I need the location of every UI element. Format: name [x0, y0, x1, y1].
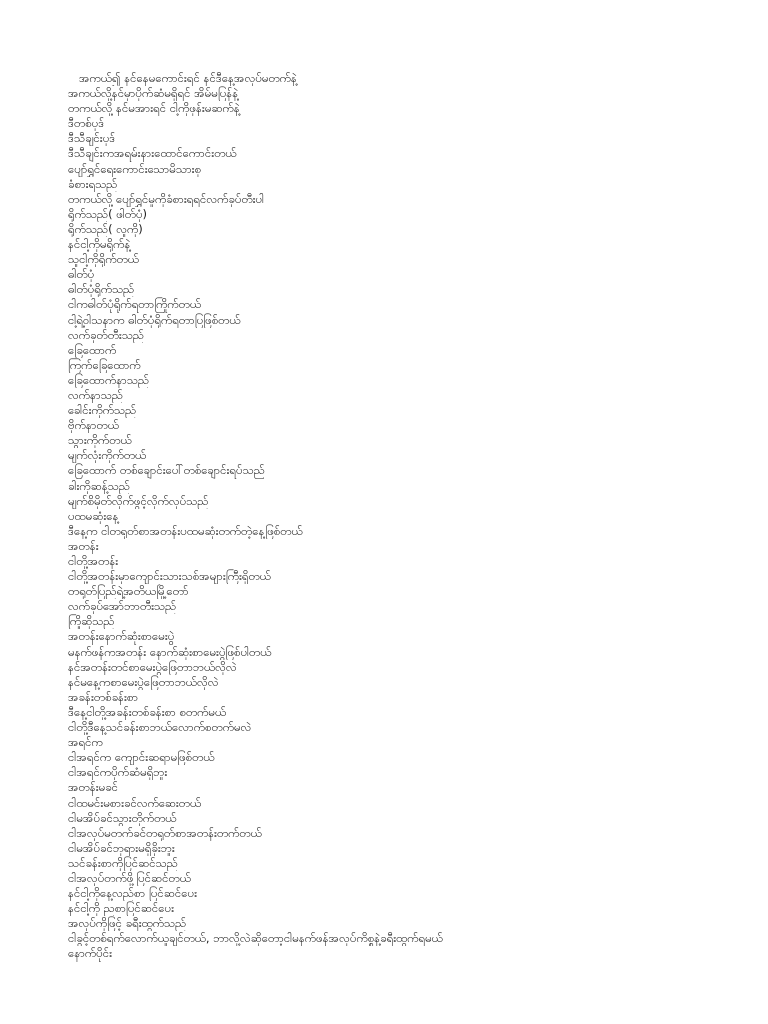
text-line: ဓါတ်ပုံ: [68, 267, 95, 282]
text-line: ဒီသီချင်းကအရမ်းနားထောင်ကောင်းတယ်: [68, 146, 237, 161]
text-line: ခြေထောက်: [68, 342, 117, 357]
text-line: ပျော်ရွှင်ရေးကောင်းသောမိသားစု: [68, 161, 202, 176]
text-line: အလုပ်ကိုဖြင့် ခရီးထွက်သည်: [68, 916, 187, 931]
text-line: ဒီသီချင်းပုဒ်: [68, 131, 116, 146]
text-line: တကယ်လို့ နင်မအားရင် ငါ့ကိုဖုန်းမဆက်နဲ့: [68, 101, 240, 116]
text-line: ငါခွင့်တစ်ရက်လောက်ယူချင်တယ်, ဘာလို့လဲဆိုတော့ငါမနက်ဖန်အလုပ်ကိစ္စနဲ့ခရီးထွက်ရမယ်: [68, 931, 443, 946]
text-line: လက်ခုတ်တီးသည်: [68, 327, 145, 342]
text-line: နင်အတန်းတင်စာမေးပွဲဖြေတာဘယ်လိုလဲ: [68, 659, 237, 674]
text-line: မျက်လုံးကိုက်တယ်: [68, 448, 147, 463]
text-line: ဒီနေ့ငါတို့အခန်းတစ်ခန်းစာ စတက်မယ်: [68, 704, 227, 719]
text-line: ကြိုဆိုသည်: [68, 614, 115, 629]
text-line: ဒီတစ်ပုဒ်: [68, 116, 105, 131]
text-line: ခံစားရသည်: [68, 176, 118, 191]
text-line: အကယ်၍ နင်နေမကောင်းရင် နင်ဒီနေ့အလုပ်မတက်နဲ့: [79, 71, 297, 85]
text-line: ငါတို့ဒီနေ့သင်ခန်းစာဘယ်လောက်စတက်မလဲ: [68, 720, 252, 735]
text-line: ငါတို့အတန်းမှာကျောင်းသားသစ်အများကြီးရှိတယ်: [68, 569, 271, 584]
text-line: နင်မနေ့ကစာမေးပွဲဖြေတာဘယ်လိုလဲ: [68, 674, 219, 689]
text-line: ရိုက်သည်( လူကို): [68, 221, 143, 236]
text-line: ရိုက်သည်( ဖါတ်ပုံ): [68, 206, 148, 221]
text-line: နင်ငါ့ကိုမရိုက်နဲ့: [68, 237, 131, 252]
document-body: [68, 71, 708, 962]
text-line: ငါအလုပ်မတက်ခင်တရုတ်စာအတန်းတက်တယ်: [68, 825, 262, 840]
text-line: ငါတို့အတန်း: [68, 554, 119, 568]
text-line: ငါကဓါတ်ပုံရိုက်ရတာကြိုက်တယ်: [68, 297, 202, 312]
text-line: လက်နာသည်: [68, 387, 123, 402]
text-line: တရုတ်ပြည်ရဲ့အတိယမြို့တော်: [68, 584, 189, 599]
text-line: ငါအရင်ကပိုက်ဆံမရှိဘူး: [68, 765, 168, 780]
text-line: အခန်းတစ်ခန်းစာ: [68, 689, 139, 704]
text-line: ငါအလုပ်တက်ဖို့ပြင်ဆင်တယ်: [68, 870, 191, 885]
text-line: အတန်းမခင်: [68, 780, 119, 795]
text-line: ငါမအိပ်ခင်ဘုရားမရှိခိုးဘူး: [68, 840, 175, 855]
text-line: နင်ငါ့ကို ညစာပြင်ဆင်ပေး: [68, 901, 175, 916]
text-line: သွားကိုက်တယ်: [68, 433, 132, 448]
text-line: တကယ်လို့ ပျော်ရွှင်မှုကိုခံစားရရင်လက်ခုပ်တီးပါ: [68, 191, 265, 206]
text-line: လက်ခုပ်အော်ဘာတီးသည်: [68, 599, 177, 614]
text-line: ဒီနေ့က ငါတရုတ်စာအတန်းပထမဆုံးတက်တဲ့နေ့ဖြစ်တယ်: [68, 523, 303, 538]
text-line: အတန်း: [68, 538, 99, 553]
text-line: ခါးကိုဆန့်သည်: [68, 478, 130, 493]
text-line: ဗိုက်နာတယ်: [68, 418, 119, 433]
text-line: မျက်စိမှိတ်လိုက်ဖွင့်လိုက်လုပ်သည်: [68, 493, 209, 508]
text-line: သင်ခန်းစာကိုပြင်ဆင်သည်: [68, 855, 178, 870]
text-line: ခြေထောက်နာသည်: [68, 372, 150, 387]
text-line: မနက်ဖန်ကအတန်း နောက်ဆုံးစာမေးပွဲဖြစ်ပါတယ်: [68, 644, 272, 659]
text-line: နင်ငါ့ကိုနေ့လည်စာ ပြင်ဆင်ပေး: [68, 886, 197, 901]
text-line: ငါအရင်က ကျောင်းဆရာမဖြစ်တယ်: [68, 750, 215, 765]
text-line: ခေါင်းကိုက်သည်: [68, 403, 137, 418]
text-line: အတန်းနောက်ဆုံးစာမေးပွဲ: [68, 629, 175, 644]
text-line: ခြေထောက် တစ်ချောင်းပေါ်တစ်ချောင်းရပ်သည်: [68, 463, 265, 478]
text-line: ကြက်ခြေထောက်: [68, 357, 141, 372]
text-line: ပထမဆုံးနေ့: [68, 508, 119, 523]
text-line: ငါထမင်းမစားခင်လက်ဆေးတယ်: [68, 795, 202, 810]
text-line: ငါ့ရဲ့ဝါသနာက ဓါတ်ပုံရိုက်ရတာပြဖြစ်တယ်: [68, 312, 241, 327]
text-line: နောက်ပိုင်း: [68, 946, 113, 961]
text-line: သူငါ့ကိုရိုက်တယ်: [68, 252, 139, 267]
text-line: ငါမအိပ်ခင်သွားတိုက်တယ်: [68, 810, 177, 825]
text-line: အကယ်လို့နင်မှာပိုက်ဆံမရှိရင် အိမ်မပြန်နဲ့: [68, 86, 239, 101]
text-line: အရင်က: [68, 735, 103, 750]
text-line: ဓါတ်ပုံရိုက်သည်: [68, 282, 135, 297]
